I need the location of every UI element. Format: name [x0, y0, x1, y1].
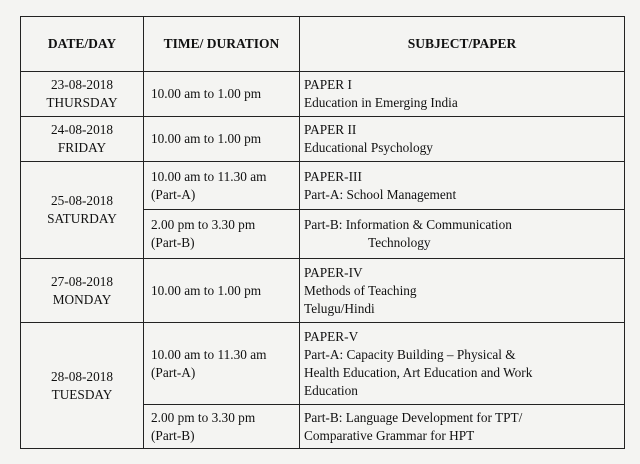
date: 23-08-2018: [50, 77, 114, 92]
subject-cell: [300, 210, 625, 259]
table-row: [21, 162, 625, 210]
exam-timetable: [20, 16, 625, 449]
day: FRIDAY: [57, 140, 107, 155]
date-cell: [21, 162, 144, 259]
time-text: 10.00 am to 1.00 pm: [151, 86, 262, 101]
date-cell: [21, 117, 144, 162]
subject-cell: [300, 259, 625, 323]
subject-cell: [300, 117, 625, 162]
time-text: 10.00 am to 1.00 pm: [151, 282, 262, 298]
subject-text: Education: [304, 382, 358, 398]
time-text: 2.00 pm to 3.30 pm: [151, 217, 256, 232]
subject-text: Part-A: School Management: [304, 186, 457, 202]
time-text: 2.00 pm to 3.30 pm: [151, 409, 256, 425]
time-part: (Part-B): [151, 235, 195, 250]
header-date-day: DATE/DAY: [21, 17, 144, 72]
paper-title: PAPER-III: [304, 168, 362, 184]
date: 28-08-2018: [50, 368, 114, 384]
time-part: (Part-A): [151, 364, 196, 380]
day: TUESDAY: [51, 386, 113, 402]
paper-title: PAPER-V: [304, 328, 359, 344]
time-part: (Part-A): [151, 186, 196, 202]
table-row: [21, 259, 625, 323]
subject-text: Health Education, Art Education and Work: [304, 364, 533, 380]
time-cell: [144, 162, 300, 210]
time-cell: [144, 117, 300, 162]
date: 24-08-2018: [50, 122, 114, 137]
day: MONDAY: [52, 291, 112, 307]
subject-text: Part-B: Language Development for TPT/: [304, 409, 523, 425]
subject-cell: [300, 72, 625, 117]
subject-cell: [300, 323, 625, 405]
time-cell: [144, 405, 300, 449]
time-cell: [144, 72, 300, 117]
time-text: 10.00 am to 1.00 pm: [151, 131, 262, 146]
subject-text: Part-B: Information & Communication: [304, 217, 512, 232]
subject-text: Part-A: Capacity Building – Physical &: [304, 346, 516, 362]
day: THURSDAY: [46, 95, 118, 110]
table-row: [21, 117, 625, 162]
time-cell: [144, 210, 300, 259]
time-cell: [144, 259, 300, 323]
subject-cell: [300, 162, 625, 210]
subject-text: Comparative Grammar for HPT: [304, 427, 475, 443]
day: SATURDAY: [47, 211, 117, 226]
paper-title: PAPER-IV: [304, 264, 363, 280]
paper-title: PAPER II: [304, 122, 357, 137]
time-part: (Part-B): [151, 427, 195, 443]
table-row: [21, 323, 625, 405]
subject-text: Education in Emerging India: [304, 95, 458, 110]
date: 25-08-2018: [50, 193, 114, 208]
table-row: [21, 72, 625, 117]
header-row: [21, 17, 625, 72]
date: 27-08-2018: [50, 273, 114, 289]
date-cell: [21, 259, 144, 323]
time-text: 10.00 am to 11.30 am: [151, 168, 267, 184]
header-time-duration: TIME/ DURATION: [144, 17, 300, 72]
time-text: 10.00 am to 11.30 am: [151, 346, 267, 362]
subject-text: Technology: [368, 235, 431, 250]
time-cell: [144, 323, 300, 405]
subject-text: Telugu/Hindi: [304, 300, 375, 316]
subject-cell: [300, 405, 625, 449]
subject-text: Educational Psychology: [304, 140, 433, 155]
header-subject-paper: SUBJECT/PAPER: [300, 17, 625, 72]
date-cell: [21, 323, 144, 449]
paper-title: PAPER I: [304, 77, 352, 92]
date-cell: [21, 72, 144, 117]
subject-text: Methods of Teaching: [304, 282, 417, 298]
